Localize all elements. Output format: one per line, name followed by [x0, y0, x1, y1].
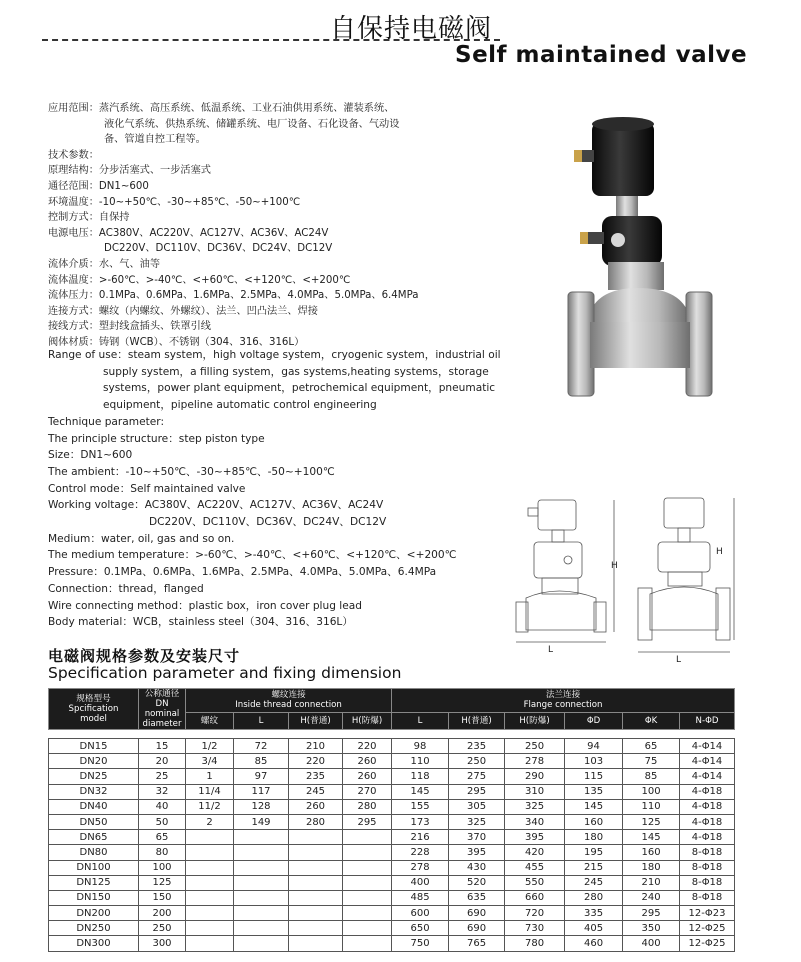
- dim-h-label-1: H: [611, 561, 618, 571]
- table-cell: 4-Φ18: [680, 814, 735, 829]
- page-title-en: Self maintained valve: [455, 42, 748, 68]
- cn-spec-line: 流体介质：水、气、油等: [48, 258, 161, 270]
- table-cell: 8-Φ18: [680, 845, 735, 860]
- table-cell: DN100: [49, 860, 139, 875]
- table-cell: [289, 860, 343, 875]
- table-row: [49, 875, 735, 890]
- table-cell: DN200: [49, 906, 139, 921]
- table-cell: 110: [392, 754, 449, 769]
- table-cell: 720: [505, 906, 565, 921]
- table-cell: 280: [343, 799, 392, 814]
- table-cell: 215: [565, 860, 623, 875]
- en-spec-line: Body material：WCB，stainless steel（304、316、316L）: [48, 616, 353, 629]
- table-cell: [234, 860, 289, 875]
- table-cell: [343, 875, 392, 890]
- table-cell: 128: [234, 799, 289, 814]
- table-cell: [186, 921, 234, 936]
- table-cell: 280: [289, 814, 343, 829]
- table-row: [49, 814, 735, 829]
- table-cell: [343, 890, 392, 905]
- table-cell: 2: [186, 814, 234, 829]
- table-cell: 455: [505, 860, 565, 875]
- table-cell: [343, 936, 392, 951]
- subheader: ΦK: [623, 712, 680, 729]
- table-cell: 520: [449, 875, 505, 890]
- table-cell: 290: [505, 769, 565, 784]
- table-cell: 350: [623, 921, 680, 936]
- table-cell: 210: [623, 875, 680, 890]
- table-cell: [343, 921, 392, 936]
- chinese-spec-list: [48, 101, 498, 351]
- table-cell: 430: [449, 860, 505, 875]
- table-row: [49, 921, 735, 936]
- table-cell: DN65: [49, 830, 139, 845]
- table-cell: [234, 830, 289, 845]
- table-cell: 8-Φ18: [680, 875, 735, 890]
- cn-spec-line: 流体压力：0.1MPa、0.6MPa、1.6MPa、2.5MPa、4.0MPa、5.0MPa、6.4MPa: [48, 290, 419, 302]
- subheader: H(普通): [449, 712, 505, 729]
- en-spec-line: systems，power plant equipment，petrochemical equipment，pneumatic: [103, 382, 496, 395]
- table-cell: 325: [505, 799, 565, 814]
- table-cell: 295: [343, 814, 392, 829]
- table-cell: [289, 921, 343, 936]
- subheader: H(防爆): [505, 712, 565, 729]
- table-cell: 690: [449, 906, 505, 921]
- table-cell: [234, 890, 289, 905]
- table-cell: 550: [505, 875, 565, 890]
- en-spec-line: Technique parameter:: [48, 415, 165, 428]
- en-spec-line: Wire connecting method：plastic box，iron cover plug lead: [48, 599, 362, 612]
- table-cell: 85: [623, 769, 680, 784]
- table-cell: 12-Φ23: [680, 906, 735, 921]
- table-cell: DN300: [49, 936, 139, 951]
- table-cell: 118: [392, 769, 449, 784]
- table-cell: 216: [392, 830, 449, 845]
- table-cell: 310: [505, 784, 565, 799]
- table-cell: 4-Φ14: [680, 739, 735, 754]
- header-flange: 法兰连接 Flange connection: [392, 689, 735, 713]
- table-cell: 180: [565, 830, 623, 845]
- dim-l-label-2: L: [676, 655, 682, 664]
- table-cell: 420: [505, 845, 565, 860]
- table-cell: 125: [139, 875, 186, 890]
- table-row: [49, 845, 735, 860]
- table-cell: 150: [139, 890, 186, 905]
- cn-spec-line: 接线方式：塑封线盒插头、铁罩引线: [48, 321, 211, 333]
- table-cell: 260: [343, 769, 392, 784]
- header-thread: 螺纹连接 Inside thread connection: [186, 689, 392, 713]
- table-cell: 160: [623, 845, 680, 860]
- cn-spec-line: 阀体材质：铸钢（WCB）、不锈钢（304、316、316L）: [48, 336, 305, 348]
- threaded-valve-drawing: [508, 494, 623, 656]
- table-cell: 72: [234, 739, 289, 754]
- table-cell: 12-Φ25: [680, 921, 735, 936]
- table-cell: 20: [139, 754, 186, 769]
- table-cell: 250: [449, 754, 505, 769]
- table-cell: 275: [449, 769, 505, 784]
- table-cell: [343, 830, 392, 845]
- table-cell: [343, 860, 392, 875]
- table-cell: 235: [449, 739, 505, 754]
- table-cell: 8-Φ18: [680, 860, 735, 875]
- table-cell: 97: [234, 769, 289, 784]
- table-cell: 260: [343, 754, 392, 769]
- table-cell: DN250: [49, 921, 139, 936]
- table-cell: 650: [392, 921, 449, 936]
- table-cell: 765: [449, 936, 505, 951]
- table-cell: 485: [392, 890, 449, 905]
- table-cell: 278: [505, 754, 565, 769]
- table-cell: 325: [449, 814, 505, 829]
- table-cell: 4-Φ14: [680, 754, 735, 769]
- cn-spec-line: 原理结构：分步活塞式、一步活塞式: [48, 165, 211, 177]
- table-cell: 730: [505, 921, 565, 936]
- cn-spec-line: 技术参数：: [48, 149, 99, 161]
- en-spec-line: Size：DN1~600: [48, 449, 133, 462]
- table-cell: [289, 830, 343, 845]
- table-cell: DN50: [49, 814, 139, 829]
- en-spec-line: DC220V、DC110V、DC36V、DC24V、DC12V: [149, 516, 387, 529]
- table-cell: 4-Φ18: [680, 784, 735, 799]
- flanged-valve-drawing: [630, 494, 738, 664]
- spec-table-body: [49, 730, 735, 952]
- subheader: L: [392, 712, 449, 729]
- cn-spec-line: 液化气系统、供热系统、储罐系统、电厂设备、石化设备、气动设: [104, 118, 400, 130]
- table-cell: DN25: [49, 769, 139, 784]
- table-cell: 278: [392, 860, 449, 875]
- table-cell: 12-Φ25: [680, 936, 735, 951]
- table-cell: 115: [565, 769, 623, 784]
- table-cell: 245: [565, 875, 623, 890]
- table-cell: 340: [505, 814, 565, 829]
- table-cell: 65: [623, 739, 680, 754]
- table-cell: 240: [623, 890, 680, 905]
- table-row: [49, 799, 735, 814]
- table-row: [49, 784, 735, 799]
- table-cell: 15: [139, 739, 186, 754]
- table-row: [49, 890, 735, 905]
- table-cell: 280: [565, 890, 623, 905]
- table-cell: 155: [392, 799, 449, 814]
- table-cell: 370: [449, 830, 505, 845]
- table-cell: [289, 936, 343, 951]
- table-cell: [186, 860, 234, 875]
- table-cell: [343, 906, 392, 921]
- table-cell: 3/4: [186, 754, 234, 769]
- table-cell: 400: [623, 936, 680, 951]
- table-cell: [234, 875, 289, 890]
- table-cell: 210: [289, 739, 343, 754]
- table-cell: 100: [139, 860, 186, 875]
- en-spec-line: Working voltage：AC380V、AC220V、AC127V、AC36V、AC24V: [48, 499, 384, 512]
- table-cell: 250: [505, 739, 565, 754]
- table-row: [49, 860, 735, 875]
- table-cell: [186, 875, 234, 890]
- table-cell: 149: [234, 814, 289, 829]
- table-cell: 228: [392, 845, 449, 860]
- subheader: L: [234, 712, 289, 729]
- table-cell: [234, 936, 289, 951]
- table-cell: 65: [139, 830, 186, 845]
- table-cell: 40: [139, 799, 186, 814]
- en-spec-line: Control mode：Self maintained valve: [48, 482, 246, 495]
- table-cell: 235: [289, 769, 343, 784]
- cn-spec-line: 通径范围：DN1~600: [48, 180, 149, 192]
- subheader: H(普通): [289, 712, 343, 729]
- table-cell: DN32: [49, 784, 139, 799]
- cn-spec-line: 环境温度：-10~+50℃、-30~+85℃、-50~+100℃: [48, 196, 301, 208]
- en-spec-line: Connection：thread，flanged: [48, 582, 204, 595]
- table-cell: 125: [623, 814, 680, 829]
- table-cell: 32: [139, 784, 186, 799]
- spec-table: [48, 688, 735, 952]
- english-spec-list: [48, 347, 538, 631]
- table-cell: 305: [449, 799, 505, 814]
- table-cell: 220: [343, 739, 392, 754]
- table-cell: 1/2: [186, 739, 234, 754]
- table-cell: 110: [623, 799, 680, 814]
- table-cell: DN15: [49, 739, 139, 754]
- table-cell: 145: [565, 799, 623, 814]
- table-cell: DN20: [49, 754, 139, 769]
- dim-h-label-2: H: [716, 547, 723, 557]
- table-cell: 4-Φ18: [680, 830, 735, 845]
- table-cell: 220: [289, 754, 343, 769]
- table-cell: 400: [392, 875, 449, 890]
- table-row: [49, 739, 735, 754]
- table-cell: [186, 830, 234, 845]
- table-cell: [186, 906, 234, 921]
- en-spec-line: The principle structure：step piston type: [48, 432, 265, 445]
- en-spec-line: equipment，pipeline automatic control engineering: [103, 399, 377, 412]
- en-spec-line: Pressure：0.1MPa、0.6MPa、1.6MPa、2.5MPa、4.0MPa、5.0MPa、6.4MPa: [48, 566, 437, 579]
- table-cell: DN80: [49, 845, 139, 860]
- table-cell: 100: [623, 784, 680, 799]
- cn-spec-line: 连接方式：螺纹（内螺纹、外螺纹）、法兰、凹凸法兰、焊接: [48, 305, 318, 317]
- cn-spec-line: 应用范围：蒸汽系统、高压系统、低温系统、工业石油供用系统、灌装系统、: [48, 103, 395, 114]
- table-cell: 635: [449, 890, 505, 905]
- table-cell: 8-Φ18: [680, 890, 735, 905]
- table-cell: 300: [139, 936, 186, 951]
- page-title-cn: 自保持电磁阀: [330, 14, 493, 44]
- table-cell: 160: [565, 814, 623, 829]
- table-cell: 335: [565, 906, 623, 921]
- en-spec-line: The ambient：-10~+50℃、-30~+85℃、-50~+100℃: [48, 465, 335, 478]
- en-spec-line: The medium temperature：>-60℃、>-40℃、<+60℃、<+120℃、<+200℃: [48, 549, 457, 562]
- table-cell: [186, 845, 234, 860]
- table-row: [49, 906, 735, 921]
- table-cell: 11/4: [186, 784, 234, 799]
- table-cell: 103: [565, 754, 623, 769]
- table-cell: 460: [565, 936, 623, 951]
- table-cell: 135: [565, 784, 623, 799]
- table-cell: 145: [623, 830, 680, 845]
- table-row: [49, 754, 735, 769]
- table-cell: 600: [392, 906, 449, 921]
- table-row: [49, 830, 735, 845]
- table-cell: 117: [234, 784, 289, 799]
- table-cell: 750: [392, 936, 449, 951]
- en-spec-line: Medium：water, oil, gas and so on.: [48, 532, 235, 545]
- cn-spec-line: 控制方式：自保持: [48, 212, 130, 224]
- title-divider: [42, 39, 500, 41]
- en-spec-line: supply system，a filling system，gas systems,heating systems，storage: [103, 365, 489, 378]
- en-spec-line: Range of use：steam system，high voltage system，cryogenic system，industrial oil: [48, 349, 501, 361]
- header-dn: 公称通径 DN nominal diameter: [139, 689, 186, 730]
- table-cell: [289, 845, 343, 860]
- table-cell: 780: [505, 936, 565, 951]
- table-cell: 80: [139, 845, 186, 860]
- table-cell: 4-Φ18: [680, 799, 735, 814]
- table-cell: 660: [505, 890, 565, 905]
- cn-spec-line: 流体温度：>-60℃、>-40℃、<+60℃、<+120℃、<+200℃: [48, 274, 351, 286]
- table-cell: [289, 906, 343, 921]
- table-cell: DN150: [49, 890, 139, 905]
- cn-spec-line: 备、管道自控工程等。: [104, 134, 206, 146]
- table-cell: 94: [565, 739, 623, 754]
- table-cell: 200: [139, 906, 186, 921]
- table-cell: 245: [289, 784, 343, 799]
- table-cell: 270: [343, 784, 392, 799]
- table-cell: 4-Φ14: [680, 769, 735, 784]
- table-cell: 98: [392, 739, 449, 754]
- table-cell: DN125: [49, 875, 139, 890]
- dim-l-label-1: L: [548, 645, 554, 655]
- table-cell: 250: [139, 921, 186, 936]
- subheader: H(防爆): [343, 712, 392, 729]
- table-cell: 395: [449, 845, 505, 860]
- table-cell: 195: [565, 845, 623, 860]
- table-row: [49, 936, 735, 951]
- table-cell: 1: [186, 769, 234, 784]
- table-cell: 260: [289, 799, 343, 814]
- table-cell: [343, 845, 392, 860]
- spec-title-en: Specification parameter and fixing dimension: [48, 664, 402, 682]
- table-cell: 690: [449, 921, 505, 936]
- table-cell: 295: [623, 906, 680, 921]
- table-cell: 11/2: [186, 799, 234, 814]
- spec-title-cn: 电磁阀规格参数及安装尺寸: [48, 647, 241, 665]
- table-row: [49, 769, 735, 784]
- subheader: N-ΦD: [680, 712, 735, 729]
- table-cell: 25: [139, 769, 186, 784]
- valve-photo: [560, 112, 725, 402]
- subheader: ΦD: [565, 712, 623, 729]
- cn-spec-line: 电源电压：AC380V、AC220V、AC127V、AC36V、AC24V: [48, 227, 329, 239]
- header-model: 规格型号 Spcification model: [49, 689, 139, 730]
- table-cell: 75: [623, 754, 680, 769]
- table-cell: [234, 845, 289, 860]
- table-cell: [234, 921, 289, 936]
- table-cell: 405: [565, 921, 623, 936]
- table-cell: 50: [139, 814, 186, 829]
- cn-spec-line: DC220V、DC110V、DC36V、DC24V、DC12V: [104, 243, 333, 255]
- table-cell: [234, 906, 289, 921]
- table-cell: 395: [505, 830, 565, 845]
- table-cell: 85: [234, 754, 289, 769]
- table-cell: 145: [392, 784, 449, 799]
- table-cell: [186, 890, 234, 905]
- table-cell: 295: [449, 784, 505, 799]
- table-cell: DN40: [49, 799, 139, 814]
- table-cell: [186, 936, 234, 951]
- table-cell: [289, 890, 343, 905]
- table-cell: [289, 875, 343, 890]
- table-cell: 180: [623, 860, 680, 875]
- table-cell: 173: [392, 814, 449, 829]
- subheader: 螺纹: [186, 712, 234, 729]
